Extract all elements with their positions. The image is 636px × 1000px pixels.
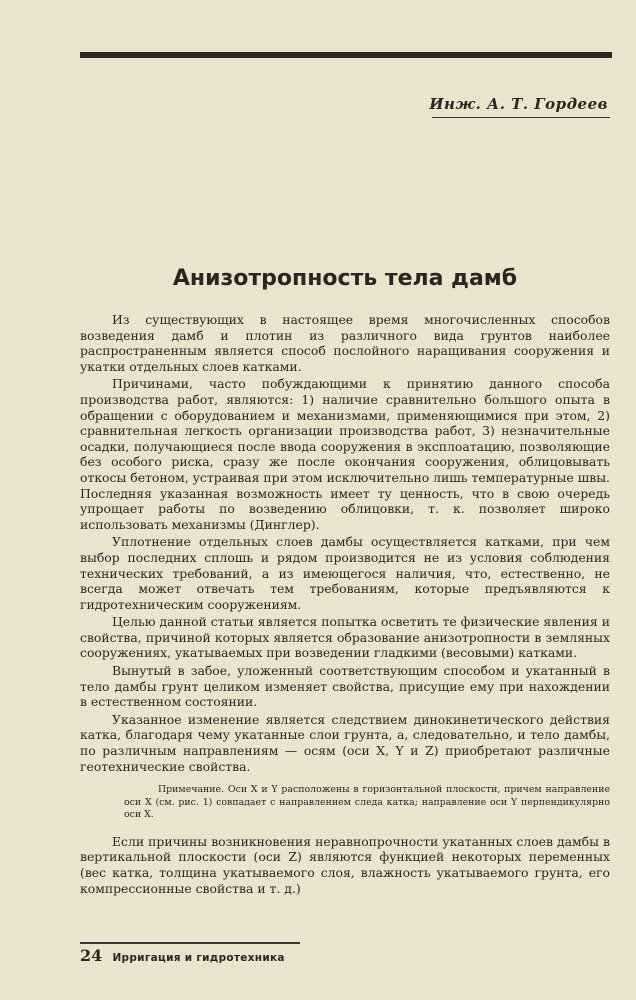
paragraph: Если причины возникновения неравнопрочности укатанных слоев дамбы в вертикальной плоскости (оси Z) являются функцией некоторых переменных (вес катка, толщина укатываемого слоя, влажность укатываемого грунта, его компрессионные свойства и т. д.) xyxy=(80,833,610,896)
footnote: Примечание. Оси X и Y расположены в горизонтальной плоскости, причем направление оси X (см. рис. 1) совпадает с направлением следа катка; направление оси Y перпендикулярно оси X. xyxy=(124,784,610,821)
article-title: Анизотропность тела дамб xyxy=(172,266,518,291)
paragraph: Указанное изменение является следствием динокинетического действия катка, благодаря чему укатанные слои грунта, а, следовательно, и тело дамбы, по различным направлениям — осям (оси X, Y и Z) приобретают различные геотехнические свойства. xyxy=(80,711,610,774)
page-number: 24 xyxy=(80,946,103,965)
article-body xyxy=(80,312,610,898)
footer-rule xyxy=(80,942,300,944)
top-rule xyxy=(80,52,612,58)
author-name: Инж. А. Т. Гордеев xyxy=(429,95,608,113)
paragraph: Причинами, часто побуждающими к принятию данного способа производства работ, являются: 1) наличие сравнительно большого опыта в обращении с оборудованием и механизмами, применяющимися при этом, 2) сравнительная легкость организации производства работ, 3) незначительные осадки, получающиеся после ввода сооружения в эксплоатацию, позволяющие без особого риска, сразу же после окончания сооружения, облицовывать откосы бетоном, устраивая при этом исключительно лишь температурные швы. Последняя указанная возможность имеет ту ценность, что в свою очередь упрощает работы по возведению облицовки, т. к. позволяет широко использовать механизмы (Динглер). xyxy=(80,376,610,532)
paragraph: Вынутый в забое, уложенный соответствующим способом и укатанный в тело дамбы грунт целиком изменяет свойства, присущие ему при нахождении в естественном состоянии. xyxy=(80,663,610,710)
paragraph: Целью данной статьи является попытка осветить те физические явления и свойства, причиной которых является образование анизотропности в земляных сооружениях, укатываемых при возведении гладкими (весовыми) катками. xyxy=(80,614,610,661)
paragraph: Уплотнение отдельных слоев дамбы осуществляется катками, при чем выбор последних сплошь и рядом производится не из условия соблюдения технических требований, а из имеющегося наличия, что, естественно, не всегда может отвечать тем требованиям, которые предъявляются к гидротехническим сооружениям. xyxy=(80,534,610,612)
author-underline xyxy=(432,117,610,118)
paragraph: Из существующих в настоящее время многочисленных способов возведения дамб и плотин из различного вида грунтов наиболее распространенным является способ послойного наращивания сооружения и укатки отдельных слоев катками. xyxy=(80,312,610,374)
page-footer xyxy=(80,946,380,965)
journal-name: Ирригация и гидротехника xyxy=(112,952,285,964)
